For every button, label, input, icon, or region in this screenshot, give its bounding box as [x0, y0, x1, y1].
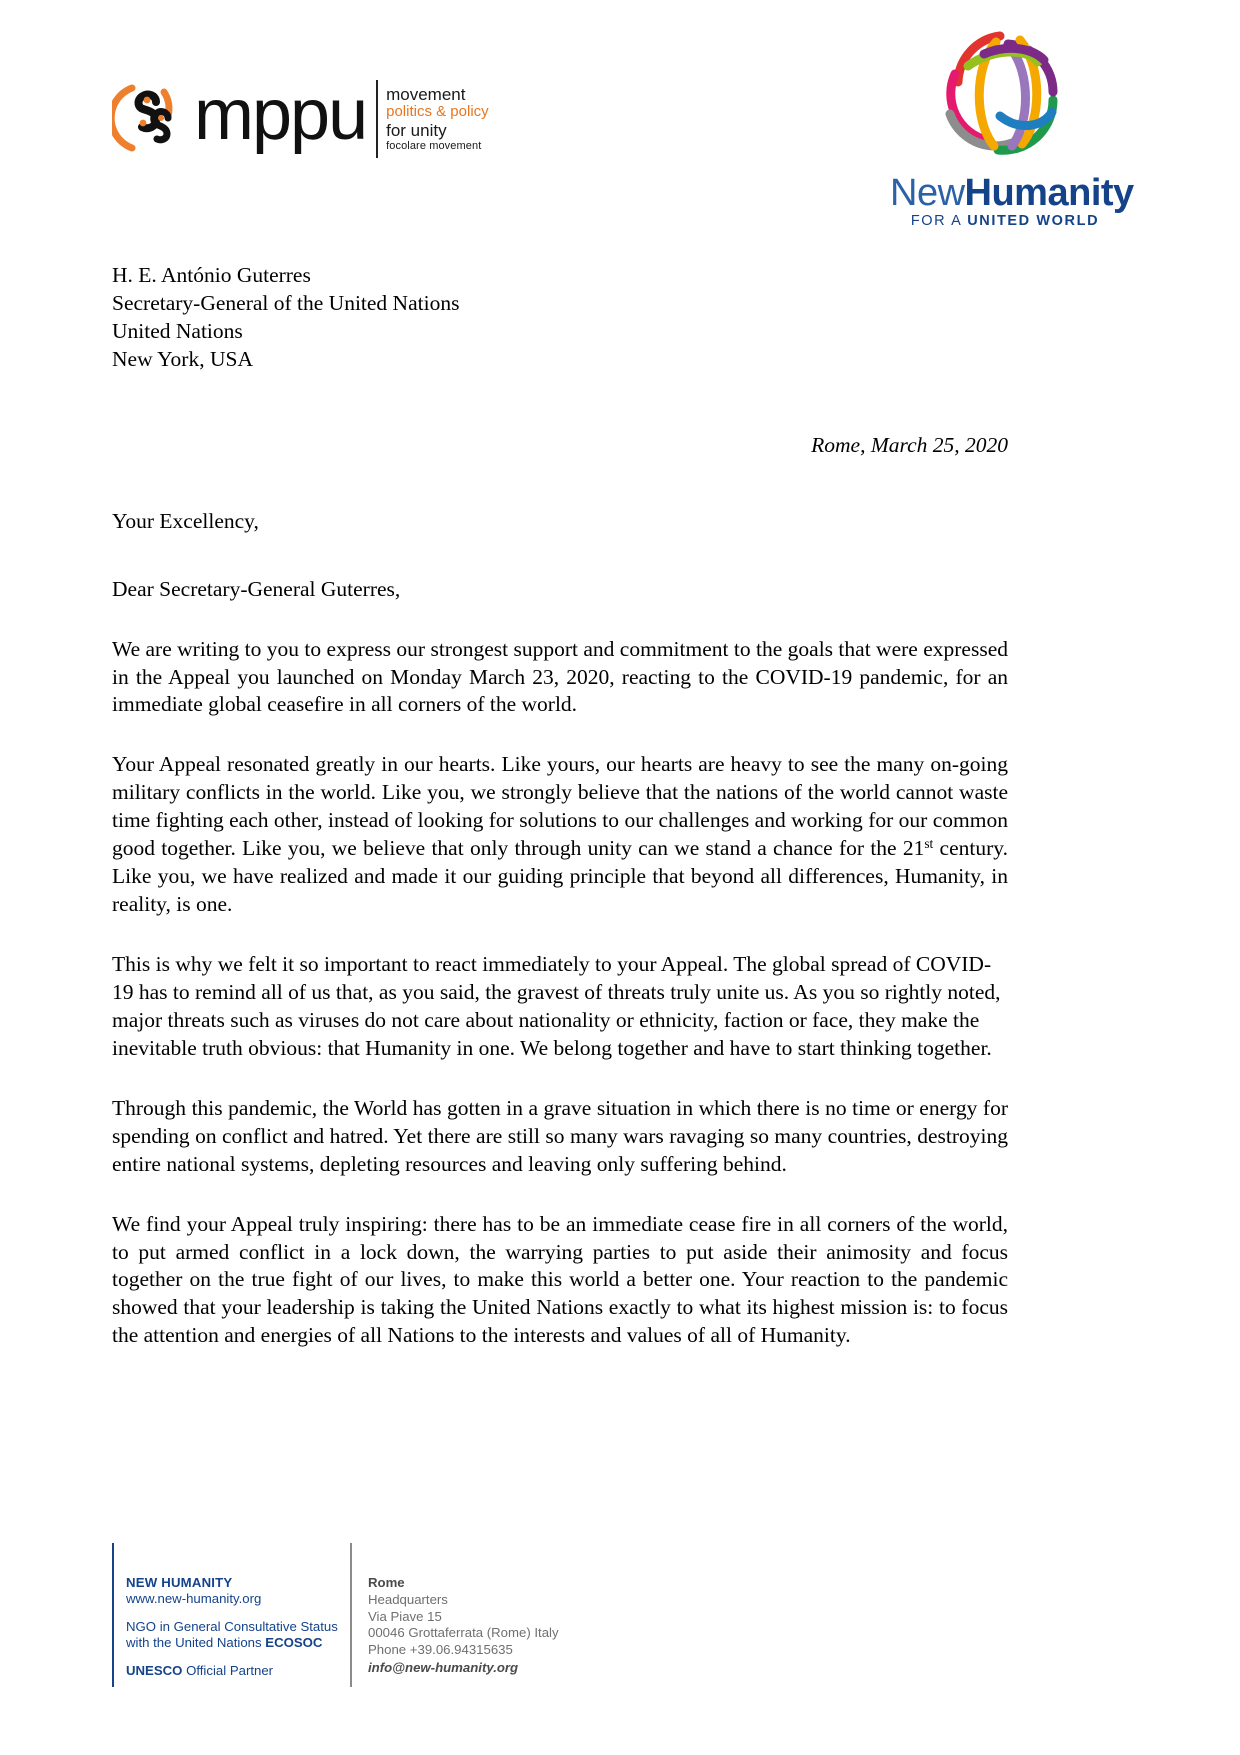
mppu-tagline	[386, 83, 489, 152]
footer-unesco-rest: Official Partner	[182, 1663, 274, 1679]
footer-city: Rome	[368, 1575, 405, 1590]
new-humanity-tagline	[890, 214, 1120, 230]
footer-contact-line-3: 00046 Grottaferrata (Rome) Italy	[368, 1625, 559, 1641]
footer-ngo-status-prefix: with the United Nations	[126, 1635, 266, 1651]
new-humanity-wordmark	[890, 172, 1134, 214]
mppu-logo	[112, 76, 489, 160]
footer-contact-line-2: Via Piave 15	[368, 1608, 442, 1624]
addressee-block	[112, 262, 1008, 374]
addressee-line-2: Secretary-General of the United Nations	[112, 290, 460, 315]
addressee-line-4: New York, USA	[112, 346, 253, 371]
footer-ecosoc: ECOSOC	[265, 1635, 323, 1651]
footer-unesco-partner	[126, 1663, 342, 1679]
letter-body	[112, 262, 1008, 1372]
footer-contact-line-1: Headquarters	[368, 1591, 448, 1607]
new-humanity-logo	[890, 22, 1134, 230]
paragraph-3: This is why we felt it so important to react immediately to your Appeal. The global spread of COVID-19 has to remind all of us that, as you said, the gravest of threats truly unite us. As you so rightly noted, major threats such as viruses do not care about nationality or ethnicity, faction or face, they make the inevitable truth obvious: that Humanity in one. We belong together and have to start thinking together.	[112, 952, 1001, 1060]
new-humanity-tagline-strong: UNITED WORLD	[967, 213, 1100, 229]
ordinal-suffix: st	[924, 836, 934, 852]
mppu-tagline-line-3: for unity	[386, 121, 447, 141]
new-humanity-word-new: New	[890, 172, 965, 214]
addressee-line-1: H. E. António Guterres	[112, 263, 311, 287]
footer-ngo-status	[126, 1619, 342, 1651]
mppu-tagline-line-4: focolare movement	[386, 140, 482, 153]
new-humanity-tagline-prefix: FOR A	[910, 213, 968, 229]
mppu-wordmark: mppu	[194, 75, 367, 156]
addressee-line-3: United Nations	[112, 318, 243, 343]
paragraph-5: We find your Appeal truly inspiring: there has to be an immediate cease fire in all corners of the world, to put armed conflict in a lock down, the warrying parties to put aside their animosity and focus together on the true fight of our lives, to make this world a better one. Your reaction to the pandemic showed that your leadership is taking the United Nations exactly to what its highest mission is: to focus the attention and energies of all Nations to the interests and values of all of Humanity.	[112, 1211, 1008, 1348]
footer-divider-left	[112, 1543, 114, 1687]
footer-ngo-status-line-1: NGO in General Consultative Status	[126, 1619, 338, 1635]
footer-contact-block	[368, 1575, 788, 1677]
date-line: Rome, March 25, 2020	[811, 432, 1008, 457]
mppu-tagline-line-1: movement	[386, 85, 466, 105]
paragraph-2-head: Your Appeal resonated greatly in our hearts. Like yours, our hearts are heavy to see the many on-going military conflicts in the world. Like you, we strongly believe that the nations of the world cannot waste time fighting each other, instead of looking for solutions to our challenges and working for our common good together. Like you, we believe that only through unity can we stand a chance for the 21	[112, 752, 1008, 861]
footer-org-name: NEW HUMANITY	[126, 1575, 233, 1590]
footer-ngo-status-line-2	[126, 1635, 342, 1651]
mppu-divider	[376, 80, 378, 158]
footer-contact-line-4: Phone +39.06.94315635	[368, 1642, 513, 1658]
footer-unesco: UNESCO	[126, 1663, 183, 1679]
salutation-excellency: Your Excellency,	[112, 508, 259, 533]
letterhead	[0, 0, 1240, 240]
paragraph-4: Through this pandemic, the World has gotten in a grave situation in which there is no time or energy for spending on conflict and hatred. Yet there are still so many wars ravaging so many countries, destroying entire national systems, depleting resources and leaving only suffering behind.	[112, 1095, 1008, 1176]
footer-website[interactable]: www.new-humanity.org	[126, 1591, 262, 1607]
salutation-greeting: Dear Secretary-General Guterres,	[112, 576, 401, 601]
letter-footer	[112, 1543, 1012, 1708]
paragraph-2	[112, 751, 1008, 919]
new-humanity-word-humanity: Humanity	[964, 172, 1134, 214]
mppu-tagline-line-2: politics & policy	[386, 103, 489, 121]
footer-email[interactable]: info@new-humanity.org	[368, 1659, 519, 1675]
paragraph-2-tail: century. Like you, we have realized and made it our guiding principle that beyond all differences, Humanity, in reality, is one.	[112, 836, 1008, 917]
new-humanity-globe-icon	[920, 22, 1090, 172]
paragraph-1: We are writing to you to express our strongest support and commitment to the goals that were expressed in the Appeal you launched on Monday March 23, 2020, reacting to the COVID-19 pandemic, for an immediate global ceasefire in all corners of the world.	[112, 636, 1008, 717]
mppu-emblem-icon	[112, 78, 192, 158]
footer-organization-block	[126, 1575, 342, 1679]
footer-divider-middle	[350, 1543, 352, 1687]
